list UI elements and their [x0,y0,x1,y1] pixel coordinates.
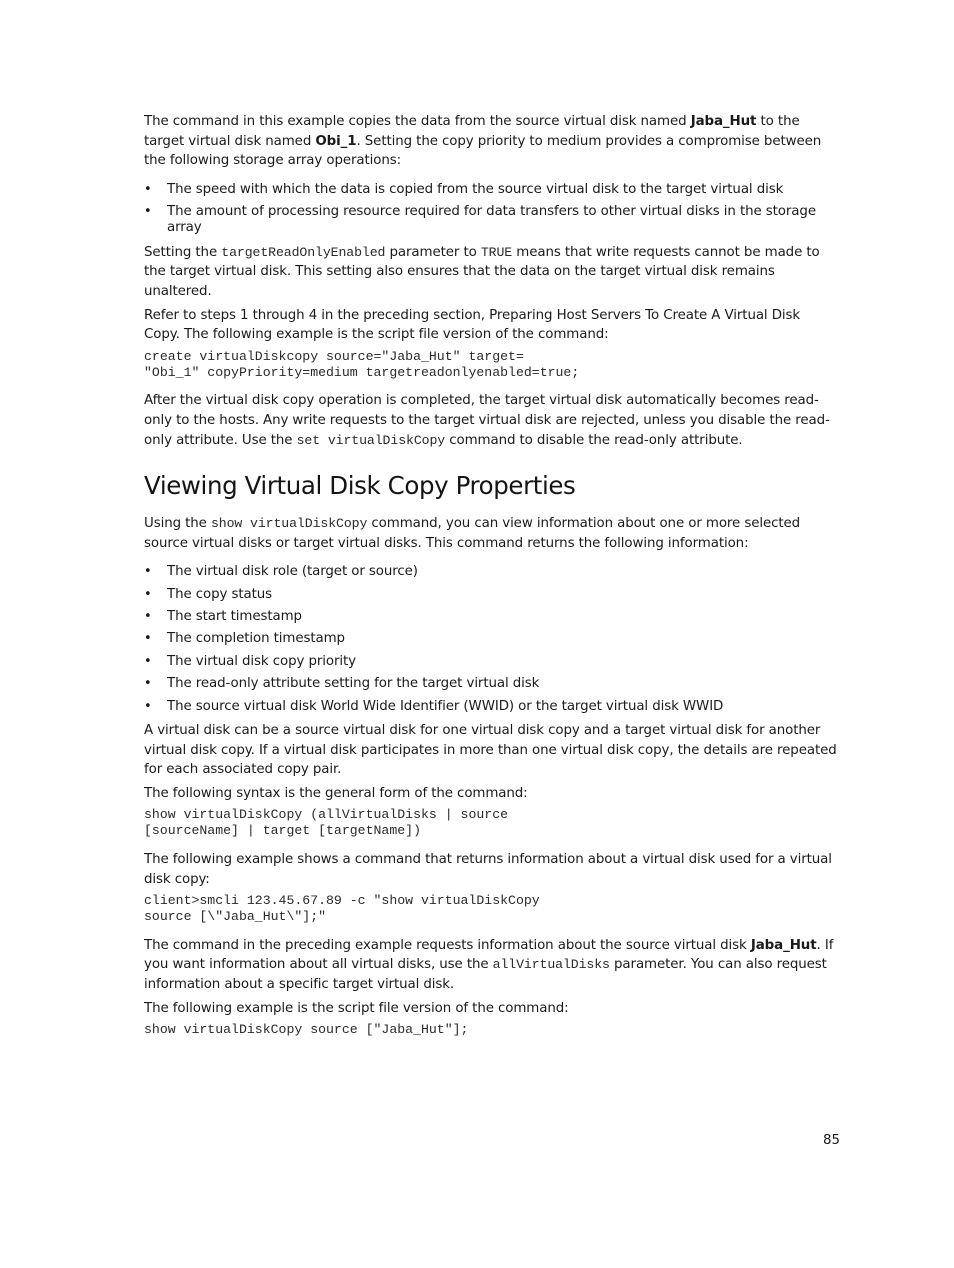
example-intro: The following example shows a command that returns information about a virtual disk used for a virtual disk copy: [144,852,832,887]
list-item: • The source virtual disk World Wide Identifier (WWID) or the target virtual disk WWID [144,699,840,715]
info-list [144,564,840,715]
list-item: • The read-only attribute setting for the target virtual disk [144,676,840,692]
paragraph-text: means that write requests cannot be made to the target virtual disk. This setting also ensures that the data on the target virtual disk remains unaltered. [144,244,820,299]
script-intro: The following example is the script file version of the command: [144,1000,569,1016]
source-disk-name: Jaba_Hut [750,937,817,953]
refer-paragraph: Refer to steps 1 through 4 in the preceding section, Preparing Host Servers To Create A Virtual Disk Copy. The following example is the script file version of the command: [144,307,801,343]
code-block-smcli: client>smcli 123.45.67.89 -c "show virtualDiskCopy source [\"Jaba_Hut\"];" [144,893,540,924]
readonly-paragraph [144,243,840,302]
intro-text: . Setting the copy priority to medium provides a compromise between the following storage array operations: [144,133,822,169]
preceding-paragraph [144,936,840,995]
syntax-intro: The following syntax is the general form of the command: [144,785,528,801]
page-content [144,112,840,1038]
paragraph-text: command to disable the read-only attribute. [445,432,743,448]
paragraph-text: . If you want information about all virtual disks, use the [144,937,834,973]
intro-paragraph [144,112,840,171]
code-block-create: create virtualDiskcopy source="Jaba_Hut" target= "Obi_1" copyPriority=medium targetreadonlyenabled=true; [144,348,580,380]
after-paragraph [144,391,840,450]
list-item: • The amount of processing resource required for data transfers to other virtual disks in the storage array [144,204,840,236]
paragraph-text: After the virtual disk copy operation is completed, the target virtual disk automatically becomes read-only to the hosts. Any write requests to the target virtual disk are rejected, unless you disable the read-only attribute. Use the [144,393,830,448]
list-item: • The virtual disk role (target or source) [144,564,840,580]
list-item: • The speed with which the data is copied from the source virtual disk to the target virtual disk [144,182,840,198]
source-disk-name: Jaba_Hut [690,114,757,129]
role-paragraph: A virtual disk can be a source virtual disk for one virtual disk copy and a target virtual disk for another virtual disk copy. If a virtual disk participates in more than one virtual disk copy, the details are repeated for each associated copy pair. [144,723,837,778]
operations-list [144,182,840,237]
paragraph-text: Using the [144,516,211,532]
section-heading: Viewing Virtual Disk Copy Properties [144,471,576,501]
target-disk-name: Obi_1 [315,133,357,149]
list-item: • The virtual disk copy priority [144,654,840,670]
code-block-syntax: show virtualDiskCopy (allVirtualDisks | source [sourceName] | target [targetName]) [144,807,509,839]
paragraph-text: parameter. You can also request information about a specific target virtual disk. [144,957,827,992]
paragraph-text: Setting the [144,244,222,260]
inline-code: targetReadOnlyEnabled [221,244,386,260]
list-item: • The completion timestamp [144,631,840,647]
list-item: • The copy status [144,587,840,603]
inline-code: TRUE [480,244,513,260]
inline-code: set virtualDiskCopy [296,432,446,448]
code-block-script: show virtualDiskCopy source ["Jaba_Hut"]; [144,1022,469,1038]
list-item: • The start timestamp [144,609,840,625]
inline-code: show virtualDiskCopy [210,516,368,532]
paragraph-text: command, you can view information about one or more selected source virtual disks or target virtual disks. This command returns the following information: [144,516,801,551]
intro-text: The command in this example copies the data from the source virtual disk named [144,114,691,129]
paragraph-text: The command in the preceding example requests information about the source virtual disk [144,937,751,953]
intro-text: to the target virtual disk named [144,114,800,149]
inline-code: allVirtualDisks [492,957,610,973]
page-number: 85 [822,1133,840,1148]
paragraph-text: parameter to [385,244,481,260]
using-paragraph [144,514,840,553]
